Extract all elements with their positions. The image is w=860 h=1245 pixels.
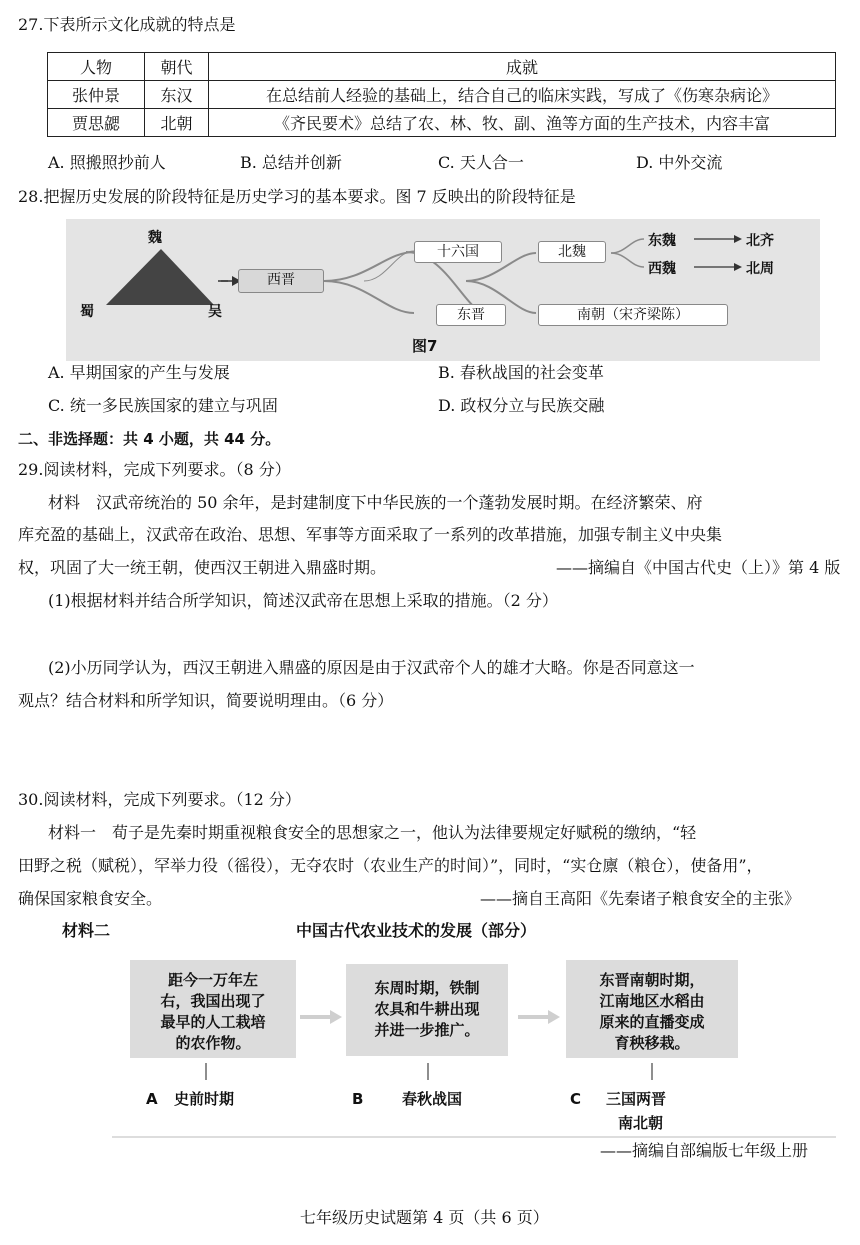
label-c-period-2: 南北朝 [618, 1114, 664, 1132]
label-dongwei: 东魏 [648, 233, 676, 249]
label-a-letter: A [146, 1090, 158, 1108]
q29-stem: 29.阅读材料，完成下列要求。（8 分） [18, 460, 291, 479]
q27-option-d: D. 中外交流 [636, 153, 723, 172]
q29-subquestion-2: (2)小历同学认为，西汉王朝进入鼎盛的原因是由于汉武帝个人的雄才大略。你是否同意这一 [48, 658, 695, 677]
flow-box-line: 江南地区水稻由 [599, 992, 705, 1010]
node-xijin: 西晋 [238, 269, 324, 293]
header-achievement: 成就 [209, 53, 836, 81]
q27-option-a: A. 照搬照抄前人 [48, 153, 166, 172]
table-cell: 贾思勰 [48, 109, 145, 137]
material2-label: 材料二 [62, 921, 111, 940]
node-beiwei: 北魏 [538, 241, 606, 263]
table-cell: 在总结前人经验的基础上，结合自己的临床实践，写成了《伤寒杂病论》 [209, 81, 836, 109]
triangle-shape [106, 249, 214, 305]
q29-subquestion-1: (1)根据材料并结合所学知识，简述汉武帝在思想上采取的措施。（2 分） [48, 591, 558, 610]
node-dongjin: 东晋 [436, 304, 506, 326]
achievement-table [47, 52, 836, 137]
header-person: 人物 [48, 53, 145, 81]
q30-material1-line: 田野之税（赋税），罕举力役（徭役），无夺农时（农业生产的时间）”，同时，“实仓廪（粮仓），使备用”， [18, 856, 763, 875]
q30-material1-line: 材料一 荀子是先秦时期重视粮食安全的思想家之一，他认为法律要规定好赋税的缴纳，“轻 [48, 823, 697, 842]
flow-box-line: 距今一万年左 [167, 971, 258, 989]
arrow-right-icon [548, 1010, 560, 1024]
q27-option-b: B. 总结并创新 [240, 153, 342, 172]
flow-box-line: 东周时期，铁制 [374, 979, 480, 997]
q28-option-c: C. 统一多民族国家的建立与巩固 [48, 396, 278, 415]
table-cell: 东汉 [145, 81, 209, 109]
header-dynasty: 朝代 [145, 53, 209, 81]
label-xiwei: 西魏 [648, 261, 676, 277]
flow-box-line: 东晋南朝时期， [599, 971, 705, 989]
label-b-period: 春秋战国 [402, 1090, 463, 1108]
flow-box-line: 农具和牛耕出现 [374, 1000, 480, 1018]
flow-box-line: 并进一步推广。 [374, 1021, 480, 1039]
table-row [48, 81, 836, 109]
node-nanchao: 南朝（宋齐梁陈） [538, 304, 728, 326]
q29-material-line: 权，巩固了大一统王朝，使西汉王朝进入鼎盛时期。 [18, 558, 387, 577]
q30-stem: 30.阅读材料，完成下列要求。（12 分） [18, 790, 301, 809]
q29-subquestion-2: 观点？结合材料和所学知识，简要说明理由。（6 分） [18, 691, 394, 710]
label-shu: 蜀 [80, 304, 94, 320]
flow-connectors [0, 1000, 860, 1140]
label-beiqi: 北齐 [746, 233, 774, 249]
table-header-row [48, 53, 836, 81]
label-c-letter: C [570, 1090, 582, 1108]
label-wu: 吴 [208, 304, 222, 320]
label-b-letter: B [352, 1090, 364, 1108]
material2-title: 中国古代农业技术的发展（部分） [296, 921, 537, 940]
q29-source: ——摘编自《中国古代史（上）》第 4 版 [556, 558, 841, 577]
q27-option-c: C. 天人合一 [438, 153, 524, 172]
label-beizhou: 北周 [746, 261, 774, 277]
q29-material-line: 材料 汉武帝统治的 50 余年，是封建制度下中华民族的一个蓬勃发展时期。在经济繁荣、府 [48, 493, 703, 512]
flow-box-line: 最早的人工栽培 [160, 1013, 266, 1031]
arrow-right-icon [330, 1010, 342, 1024]
q30-source2: ——摘编自部编版七年级上册 [600, 1141, 809, 1160]
figure-7 [66, 219, 820, 361]
table-cell: 北朝 [145, 109, 209, 137]
label-a-period: 史前时期 [174, 1090, 235, 1108]
flow-box-line: 的农作物。 [175, 1034, 251, 1052]
label-wei: 魏 [148, 230, 162, 246]
flow-box-line: 育秧移栽。 [614, 1034, 690, 1052]
q28-option-a: A. 早期国家的产生与发展 [48, 363, 230, 382]
table-row [48, 109, 836, 137]
q28-option-d: D. 政权分立与民族交融 [438, 396, 605, 415]
table-cell: 《齐民要术》总结了农、林、牧、副、渔等方面的生产技术，内容丰富 [209, 109, 836, 137]
q28-option-b: B. 春秋战国的社会变革 [438, 363, 604, 382]
node-shiliuguo: 十六国 [414, 241, 502, 263]
q30-source1: ——摘自王高阳《先秦诸子粮食安全的主张》 [480, 889, 801, 908]
q29-material-line: 库充盈的基础上，汉武帝在政治、思想、军事等方面采取了一系列的改革措施，加强专制主义中央集 [18, 525, 723, 544]
label-c-period: 三国两晋 [606, 1090, 667, 1108]
table-cell: 张仲景 [48, 81, 145, 109]
section-2-heading: 二、非选择题：共 4 小题，共 44 分。 [18, 430, 281, 448]
q28-stem: 28.把握历史发展的阶段特征是历史学习的基本要求。图 7 反映出的阶段特征是 [18, 187, 576, 206]
figure-caption: 图7 [412, 337, 438, 355]
flow-box-line: 右，我国出现了 [160, 992, 266, 1010]
q30-material1-line: 确保国家粮食安全。 [18, 889, 163, 908]
flow-box-line: 原来的直播变成 [599, 1013, 705, 1031]
q27-stem: 27.下表所示文化成就的特点是 [18, 15, 236, 34]
page-footer: 七年级历史试题第 4 页（共 6 页） [300, 1208, 549, 1227]
